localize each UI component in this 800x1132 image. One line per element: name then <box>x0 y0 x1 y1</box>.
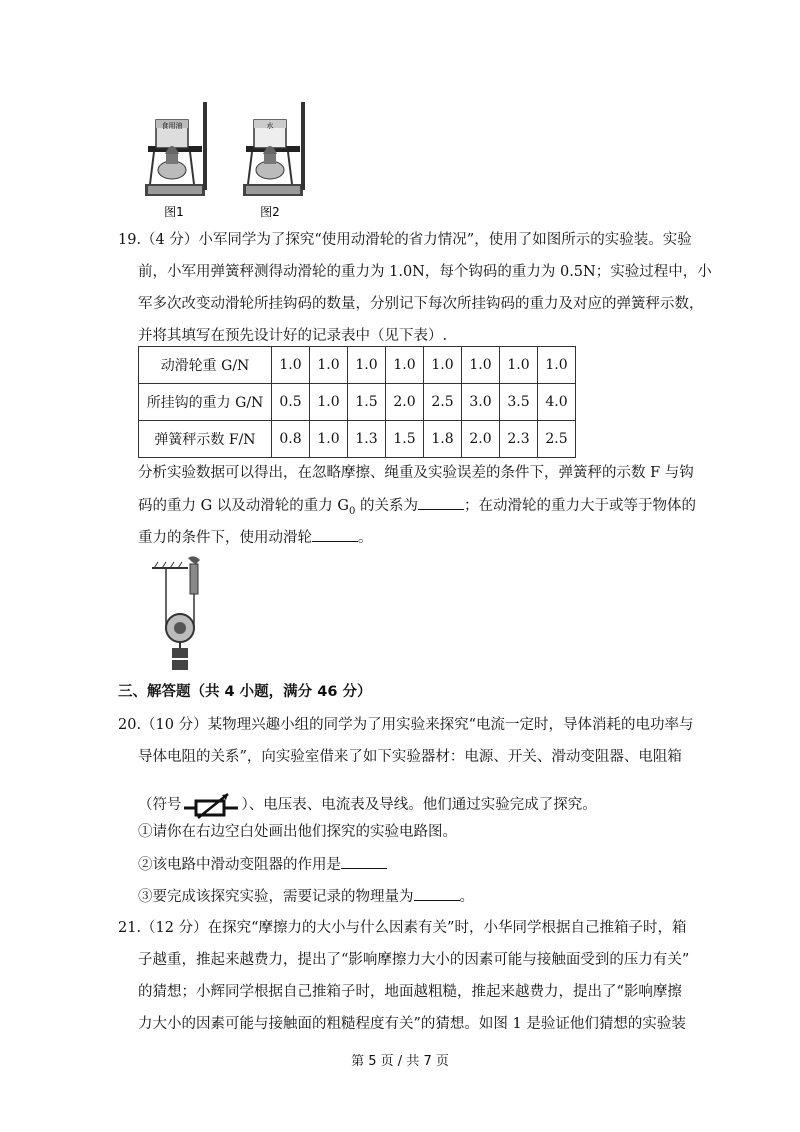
q21-line-1: 21.（12 分）在探究“摩擦力的大小与什么因素有关”时，小华同学根据自己推箱子时，箱 <box>118 920 687 936</box>
figure-2-drawing <box>243 102 305 196</box>
table-row <box>139 384 576 421</box>
page-footer: 第 5 页 / 共 7 页 <box>351 1054 449 1069</box>
q20-item-2 <box>138 854 387 875</box>
q19-analysis-text: 的关系为 <box>355 498 418 514</box>
q19-analysis-text: 重力的条件下，使用动滑轮 <box>138 530 312 546</box>
q19-line-3: 军多次改变动滑轮所挂钩码的数量，分别记下每次所挂钩码的重力及对应的弹簧秤示数， <box>138 296 704 312</box>
q19-analysis-text: 码的重力 G 以及动滑轮的重力 G <box>138 498 349 514</box>
q19-data-table <box>138 346 576 458</box>
table-cell: 1.0 <box>538 347 576 384</box>
table-cell: 1.0 <box>348 347 386 384</box>
section-3-heading: 三、解答题（共 4 小题，满分 46 分） <box>118 684 372 700</box>
q20-item-1: ①请你在右边空白处画出他们探究的实验电路图。 <box>138 824 457 840</box>
figure-1-label: 图1 <box>164 205 184 219</box>
q19-line-4: 并将其填写在预先设计好的记录表中（见下表）. <box>138 328 448 344</box>
table-cell: 1.0 <box>462 347 500 384</box>
q20-item-3-text: 。 <box>459 889 474 905</box>
table-cell: 2.3 <box>500 421 538 458</box>
table-cell: 1.3 <box>348 421 386 458</box>
q21-line-2: 子越重，推起来越费力，提出了“影响摩擦力大小的因素可能与接触面受到的压力有关” <box>138 952 690 968</box>
q20-item-3-text: ③要完成该探究实验，需要记录的物理量为 <box>138 889 414 905</box>
table-cell: 3.5 <box>500 384 538 421</box>
q19-analysis-line-2 <box>138 495 696 522</box>
q20-line-1: 20.（10 分）某物理兴趣小组的同学为了用实验来探究“电流一定时，导体消耗的电功率与 <box>118 717 694 733</box>
table-cell: 1.0 <box>272 347 310 384</box>
beaker-2-label: 水 <box>266 122 274 130</box>
table-cell: 2.0 <box>386 384 424 421</box>
q21-line-3: 的猜想；小辉同学根据自己推箱子时，地面越粗糙，推起来越费力，提出了“影响摩擦 <box>138 984 682 1000</box>
table-cell: 4.0 <box>538 384 576 421</box>
figure-1-drawing <box>145 102 207 196</box>
answer-blank <box>414 886 460 901</box>
table-cell: 1.0 <box>386 347 424 384</box>
table-cell: 1.0 <box>310 347 348 384</box>
table-cell: 0.5 <box>272 384 310 421</box>
table-cell: 1.5 <box>348 384 386 421</box>
g0-subscript: 0 <box>349 505 356 517</box>
table-cell: 2.5 <box>424 384 462 421</box>
heating-apparatus-figures <box>140 98 330 224</box>
q20-text: （符号 <box>138 797 182 813</box>
table-cell: 3.0 <box>462 384 500 421</box>
table-row <box>139 421 576 458</box>
q20-line-2: 导体电阻的关系”，向实验室借来了如下实验器材：电源、开关、滑动变阻器、电阻箱 <box>138 749 682 765</box>
table-cell: 1.0 <box>310 421 348 458</box>
table-cell: 1.0 <box>424 347 462 384</box>
q19-line-1: 19.（4 分）小军同学为了探究“使用动滑轮的省力情况”，使用了如图所示的实验装。实验 <box>118 232 692 248</box>
q19-analysis-line-1: 分析实验数据可以得出，在忽略摩擦、绳重及实验误差的条件下，弹簧秤的示数 F 与钩 <box>138 465 694 481</box>
table-cell: 1.5 <box>386 421 424 458</box>
q21-line-4: 力大小的因素可能与接触面的粗糙程度有关”的猜想。如图 1 是验证他们猜想的实验装 <box>138 1016 686 1032</box>
answer-blank <box>312 527 358 542</box>
row-header: 所挂钩的重力 G/N <box>139 384 272 421</box>
q20-item-3 <box>138 886 474 907</box>
table-cell: 1.8 <box>424 421 462 458</box>
beaker-1-label: 食用油 <box>161 122 183 130</box>
table-cell: 2.5 <box>538 421 576 458</box>
q19-analysis-text: 。 <box>358 530 373 546</box>
figure-2-label: 图2 <box>260 205 280 219</box>
movable-pulley-figure <box>148 556 218 674</box>
table-row <box>139 347 576 384</box>
q20-text: ）、电压表、电流表及导线。他们通过实验完成了探究。 <box>241 797 597 813</box>
table-cell: 0.8 <box>272 421 310 458</box>
table-cell: 2.0 <box>462 421 500 458</box>
table-cell: 1.0 <box>500 347 538 384</box>
answer-blank <box>418 495 464 510</box>
q19-line-2: 前，小军用弹簧秤测得动滑轮的重力为 1.0N，每个钩码的重力为 0.5N；实验过程中，小 <box>138 264 712 280</box>
q20-line-3 <box>138 790 597 820</box>
row-header: 动滑轮重 G/N <box>139 347 272 384</box>
q19-analysis-text: ；在动滑轮的重力大于或等于物体的 <box>463 498 696 514</box>
row-header: 弹簧秤示数 F/N <box>139 421 272 458</box>
q19-analysis-line-3 <box>138 527 373 548</box>
q20-item-2-text: ②该电路中滑动变阻器的作用是 <box>138 857 341 873</box>
table-cell: 1.0 <box>310 384 348 421</box>
resistance-box-symbol <box>182 790 242 820</box>
answer-blank <box>341 854 387 869</box>
